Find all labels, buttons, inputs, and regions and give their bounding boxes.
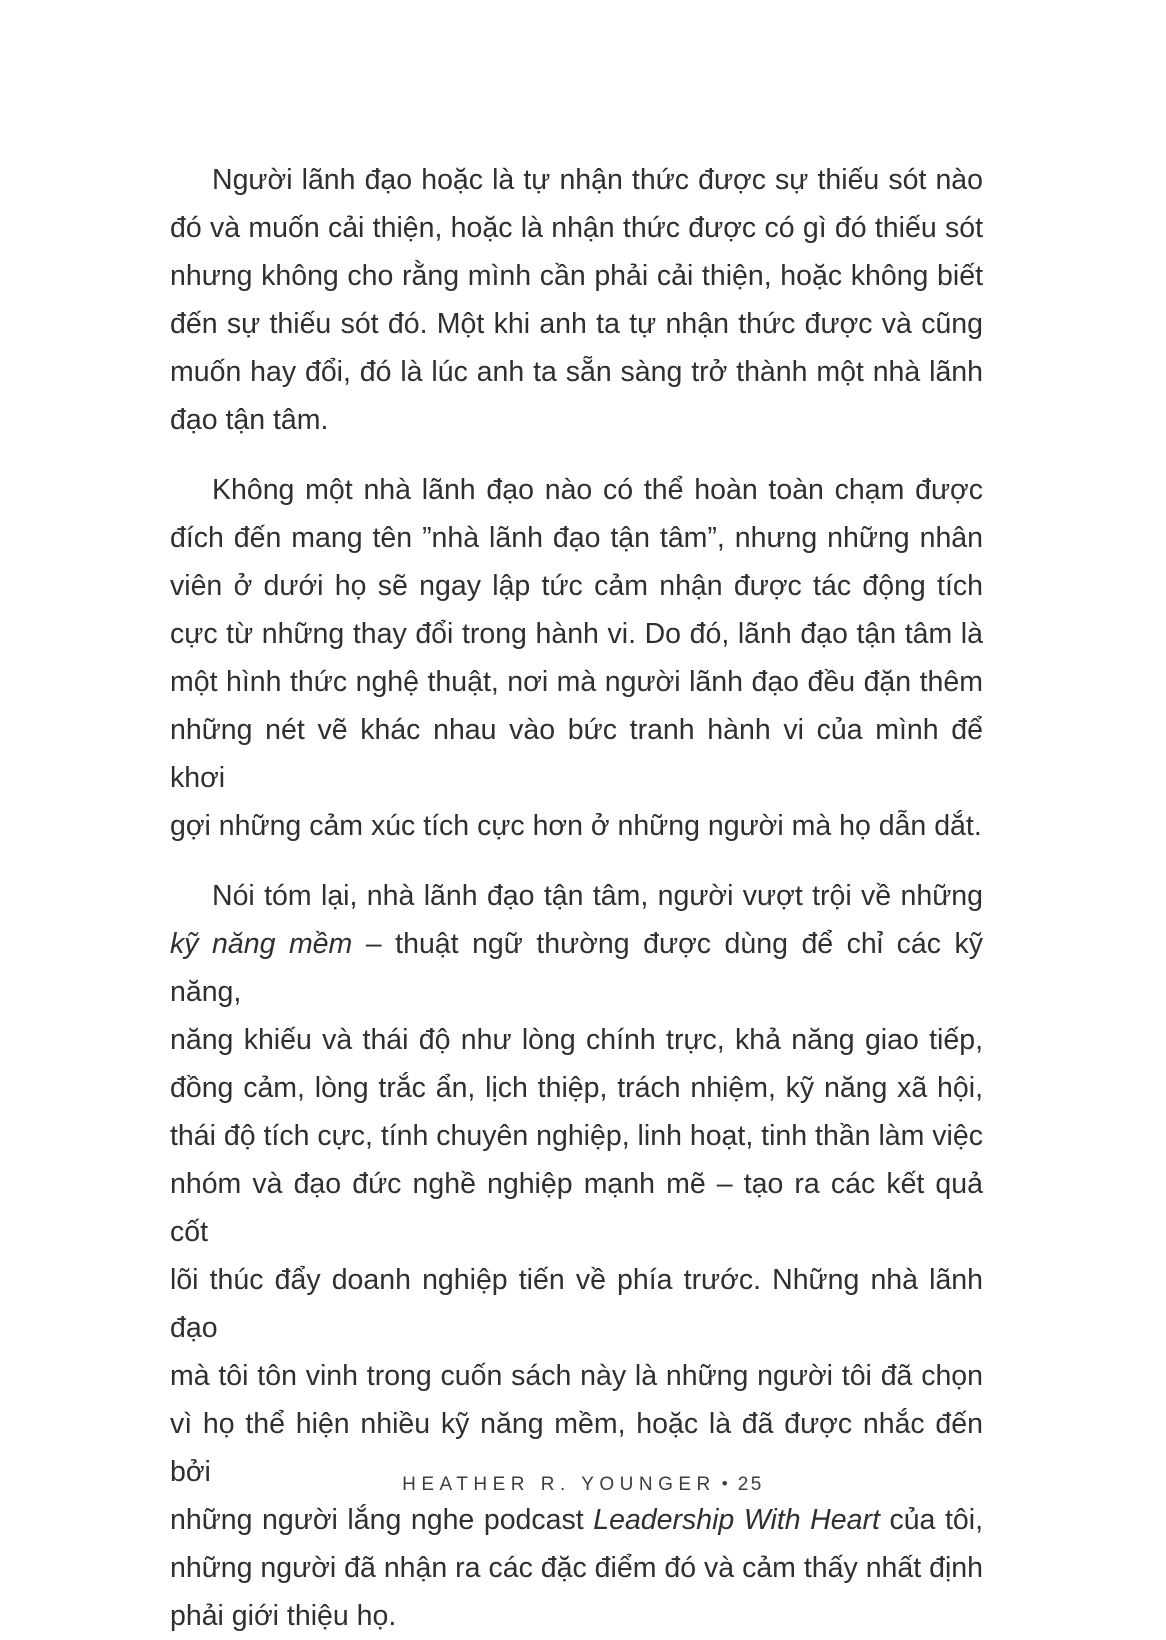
text-line <box>170 1016 983 1064</box>
text-line <box>170 156 983 204</box>
text-line <box>170 1160 983 1256</box>
text-line <box>170 1112 983 1160</box>
text-line <box>170 204 983 252</box>
text-line <box>170 562 983 610</box>
italic-text: Leadership With Heart <box>593 1504 880 1536</box>
text-run: – thuật ngữ thường được dùng để chỉ các kỹ năng, <box>170 928 983 1008</box>
text-run: đích đến mang tên ”nhà lãnh đạo tận tâm”, nhưng những nhân <box>170 522 983 554</box>
text-line <box>170 1064 983 1112</box>
text-run: mà tôi tôn vinh trong cuốn sách này là những người tôi đã chọn <box>170 1360 983 1392</box>
text-run: nhóm và đạo đức nghề nghiệp mạnh mẽ – tạo ra các kết quả cốt <box>170 1168 983 1248</box>
text-run: viên ở dưới họ sẽ ngay lập tức cảm nhận được tác động tích <box>170 570 983 602</box>
text-run: Nói tóm lại, nhà lãnh đạo tận tâm, người vượt trội về những <box>212 880 983 912</box>
text-line <box>170 706 983 802</box>
paragraph <box>170 156 983 444</box>
text-run: muốn hay đổi, đó là lúc anh ta sẵn sàng trở thành một nhà lãnh <box>170 356 983 388</box>
text-line <box>170 658 983 706</box>
footer-separator-dot: • <box>721 1474 728 1493</box>
text-line <box>170 920 983 1016</box>
text-run: đến sự thiếu sót đó. Một khi anh ta tự nhận thức được và cũng <box>170 308 983 340</box>
text-run: lõi thúc đẩy doanh nghiệp tiến về phía trước. Những nhà lãnh đạo <box>170 1264 983 1344</box>
text-run: thái độ tích cực, tính chuyên nghiệp, linh hoạt, tinh thần làm việc <box>170 1120 983 1152</box>
text-run: đó và muốn cải thiện, hoặc là nhận thức được có gì đó thiếu sót <box>170 212 983 244</box>
text-run: Người lãnh đạo hoặc là tự nhận thức được sự thiếu sót nào <box>212 164 983 196</box>
italic-text: kỹ năng mềm <box>170 928 353 960</box>
text-run: năng khiếu và thái độ như lòng chính trực, khả năng giao tiếp, <box>170 1024 983 1056</box>
paragraph <box>170 872 983 1640</box>
text-line <box>170 1544 983 1592</box>
page-body <box>170 156 983 1640</box>
text-run: một hình thức nghệ thuật, nơi mà người lãnh đạo đều đặn thêm <box>170 666 983 698</box>
text-line <box>170 1592 983 1640</box>
text-line <box>170 610 983 658</box>
paragraph <box>170 466 983 850</box>
text-line <box>170 466 983 514</box>
text-run: cực từ những thay đổi trong hành vi. Do đó, lãnh đạo tận tâm là <box>170 618 983 650</box>
text-line <box>170 252 983 300</box>
text-run: những nét vẽ khác nhau vào bức tranh hành vi của mình để khơi <box>170 714 983 794</box>
page-footer <box>0 1470 1166 1499</box>
text-line <box>170 872 983 920</box>
footer-author-name: HEATHER R. YOUNGER <box>402 1474 716 1495</box>
footer-page-number: 25 <box>737 1474 764 1495</box>
text-line <box>170 802 983 850</box>
text-line <box>170 1256 983 1352</box>
text-run: những người lắng nghe podcast <box>170 1504 594 1536</box>
text-run: nhưng không cho rằng mình cần phải cải thiện, hoặc không biết <box>170 260 983 292</box>
text-run: những người đã nhận ra các đặc điểm đó và cảm thấy nhất định <box>170 1552 983 1584</box>
text-line <box>170 514 983 562</box>
text-run: đồng cảm, lòng trắc ẩn, lịch thiệp, trách nhiệm, kỹ năng xã hội, <box>170 1072 983 1104</box>
text-run: gợi những cảm xúc tích cực hơn ở những người mà họ dẫn dắt. <box>170 810 982 842</box>
text-line <box>170 1352 983 1400</box>
text-run: phải giới thiệu họ. <box>170 1600 397 1632</box>
text-line <box>170 1496 983 1544</box>
text-run: của tôi, <box>879 1504 983 1536</box>
text-line <box>170 348 983 396</box>
text-line <box>170 300 983 348</box>
text-line <box>170 396 983 444</box>
text-run: đạo tận tâm. <box>170 404 329 436</box>
text-run: vì họ thể hiện nhiều kỹ năng mềm, hoặc là đã được nhắc đến bởi <box>170 1408 983 1488</box>
text-run: Không một nhà lãnh đạo nào có thể hoàn toàn chạm được <box>212 474 983 506</box>
